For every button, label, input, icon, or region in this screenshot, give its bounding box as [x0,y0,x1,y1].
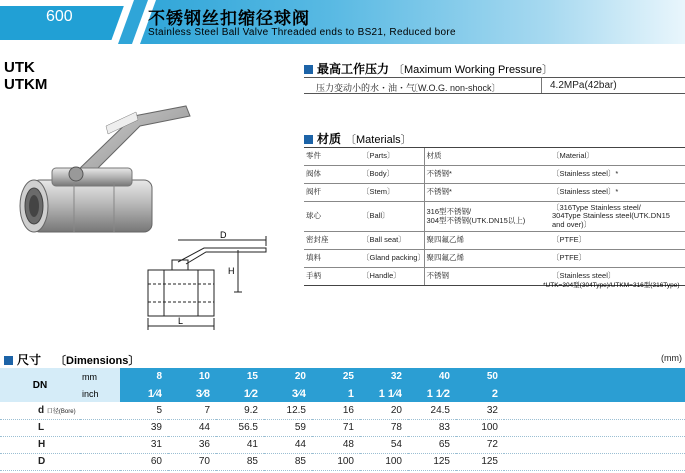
part-cn: 零件 [304,148,360,166]
table-cell: 78 [360,419,408,436]
materials-title-cn: 材质 [317,132,342,146]
dn-label: DN [0,368,80,402]
table-row [0,402,685,419]
material-en: 〔PTFE〕 [550,250,685,268]
table-row [304,166,685,184]
table-cell: 7 [168,402,216,419]
product-code: 600 [46,8,73,25]
size-inch: 1⁄4 [120,385,168,402]
material-cn: 材质 [424,148,550,166]
row-label: H [0,436,120,453]
materials-section-title [304,130,412,147]
section-marker-icon [4,356,13,365]
table-cell: 12.5 [264,402,312,419]
part-en: 〔Ball seat〕 [360,232,424,250]
table-row [304,250,685,268]
material-cn: 不锈钢 [424,268,550,286]
table-cell: 54 [360,436,408,453]
table-cell: 125 [456,453,504,470]
model-utkm: UTKM [4,76,48,93]
material-en: 〔Stainless steel〕 [550,268,685,286]
section-marker-icon [304,65,313,74]
table-cell: 39 [120,419,168,436]
table-cell: 16 [312,402,360,419]
size-inch: 1 1⁄2 [408,385,456,402]
table-cell: 44 [264,436,312,453]
part-cn: 填料 [304,250,360,268]
size-mm: 32 [360,368,408,385]
size-mm: 20 [264,368,312,385]
pressure-condition-en: 〔W.O.G. non-shock〕 [409,83,501,93]
size-inch: 1⁄2 [216,385,264,402]
pressure-title-cn: 最高工作压力 [317,62,390,76]
dimensions-table [0,368,685,471]
table-cell: 100 [312,453,360,470]
row-label: D [0,453,120,470]
table-cell: 31 [120,436,168,453]
row-label-sub: 口径(Bore) [46,408,76,415]
page-title-cn: 不锈钢丝扣缩径球阀 [148,9,310,28]
part-cn: 手柄 [304,268,360,286]
table-cell: 70 [168,453,216,470]
size-inch: 3⁄8 [168,385,216,402]
table-cell: 85 [264,453,312,470]
table-cell: 59 [264,419,312,436]
table-cell: 56.5 [216,419,264,436]
dim-label-d: D [220,230,227,240]
part-en: 〔Gland packing〕 [360,250,424,268]
size-mm: 15 [216,368,264,385]
inch-label: inch [80,385,120,402]
header-row-inch [0,385,685,402]
table-cell: 32 [456,402,504,419]
table-cell: 44 [168,419,216,436]
table-cell: 24.5 [408,402,456,419]
dimensions-title-cn: 尺寸 [17,353,42,367]
part-en: 〔Body〕 [360,166,424,184]
material-cn: 不锈钢* [424,184,550,202]
size-inch: 3⁄4 [264,385,312,402]
part-cn: 球心 [304,202,360,232]
page-title-en: Stainless Steel Ball Valve Threaded ends to BS21, Reduced bore [148,27,456,38]
table-row [0,419,685,436]
row-label [0,402,120,419]
material-en: 〔Stainless steel〕* [550,184,685,202]
material-en: 〔Material〕 [550,148,685,166]
part-cn: 阀杆 [304,184,360,202]
size-inch: 1 1⁄4 [360,385,408,402]
table-row [0,436,685,453]
material-en: 〔Stainless steel〕* [550,166,685,184]
material-footnote: *UTK=304型(304Type)/UTKM=316型(316Type) [543,282,680,289]
table-row [304,148,685,166]
row-label: L [0,419,120,436]
table-cell: 100 [456,419,504,436]
table-cell: 71 [312,419,360,436]
pressure-title-en: 〔Maximum Working Pressure〕 [393,64,553,76]
dim-label-l: L [178,316,184,326]
pressure-table [304,77,685,94]
material-en: 〔316Type Stainless steel/ 304Type Stainless steel(UTK.DN15 and over)〕 [550,202,685,232]
size-mm: 10 [168,368,216,385]
size-mm: 40 [408,368,456,385]
dim-label-h: H [228,266,235,276]
table-cell: 5 [120,402,168,419]
table-row [0,453,685,470]
table-row [304,202,685,232]
material-cn: 聚四氟乙烯 [424,232,550,250]
part-en: 〔Handle〕 [360,268,424,286]
table-cell: 9.2 [216,402,264,419]
table-cell: 20 [360,402,408,419]
material-cn: 聚四氟乙烯 [424,250,550,268]
table-cell: 60 [120,453,168,470]
part-cn: 阀体 [304,166,360,184]
size-inch: 2 [456,385,504,402]
table-cell: 36 [168,436,216,453]
dimensions-unit: (mm) [661,353,682,363]
model-utk: UTK [4,59,35,76]
table-row [304,184,685,202]
table-cell: 85 [216,453,264,470]
section-marker-icon [304,135,313,144]
table-cell: 83 [408,419,456,436]
table-cell: 48 [312,436,360,453]
row-label-symbol: d [38,404,45,416]
pressure-condition-cn: 压力变动小的水・油・气 [316,83,416,93]
header-banner [0,0,685,44]
size-mm: 25 [312,368,360,385]
part-cn: 密封座 [304,232,360,250]
dimensions-section-title [4,351,139,368]
valve-dimension-drawing [134,226,284,340]
table-cell: 72 [456,436,504,453]
part-en: 〔Stem〕 [360,184,424,202]
dimensions-title-en: 〔Dimensions〕 [55,355,140,367]
pressure-value: 4.2MPa(42bar) [550,80,617,91]
mm-label: mm [80,368,120,385]
size-mm: 8 [120,368,168,385]
table-cell: 100 [360,453,408,470]
material-en: 〔PTFE〕 [550,232,685,250]
materials-title-en: 〔Materials〕 [345,134,412,146]
pressure-section-title [304,60,553,77]
table-cell: 41 [216,436,264,453]
material-cn: 不锈钢* [424,166,550,184]
size-mm: 50 [456,368,504,385]
table-row [304,232,685,250]
material-cn: 316型不锈钢/ 304型不锈钢(UTK.DN15以上) [424,202,550,232]
part-en: 〔Ball〕 [360,202,424,232]
materials-table [304,147,685,286]
header-row-mm [0,368,685,385]
table-cell: 65 [408,436,456,453]
table-cell: 125 [408,453,456,470]
size-inch: 1 [312,385,360,402]
part-en: 〔Parts〕 [360,148,424,166]
